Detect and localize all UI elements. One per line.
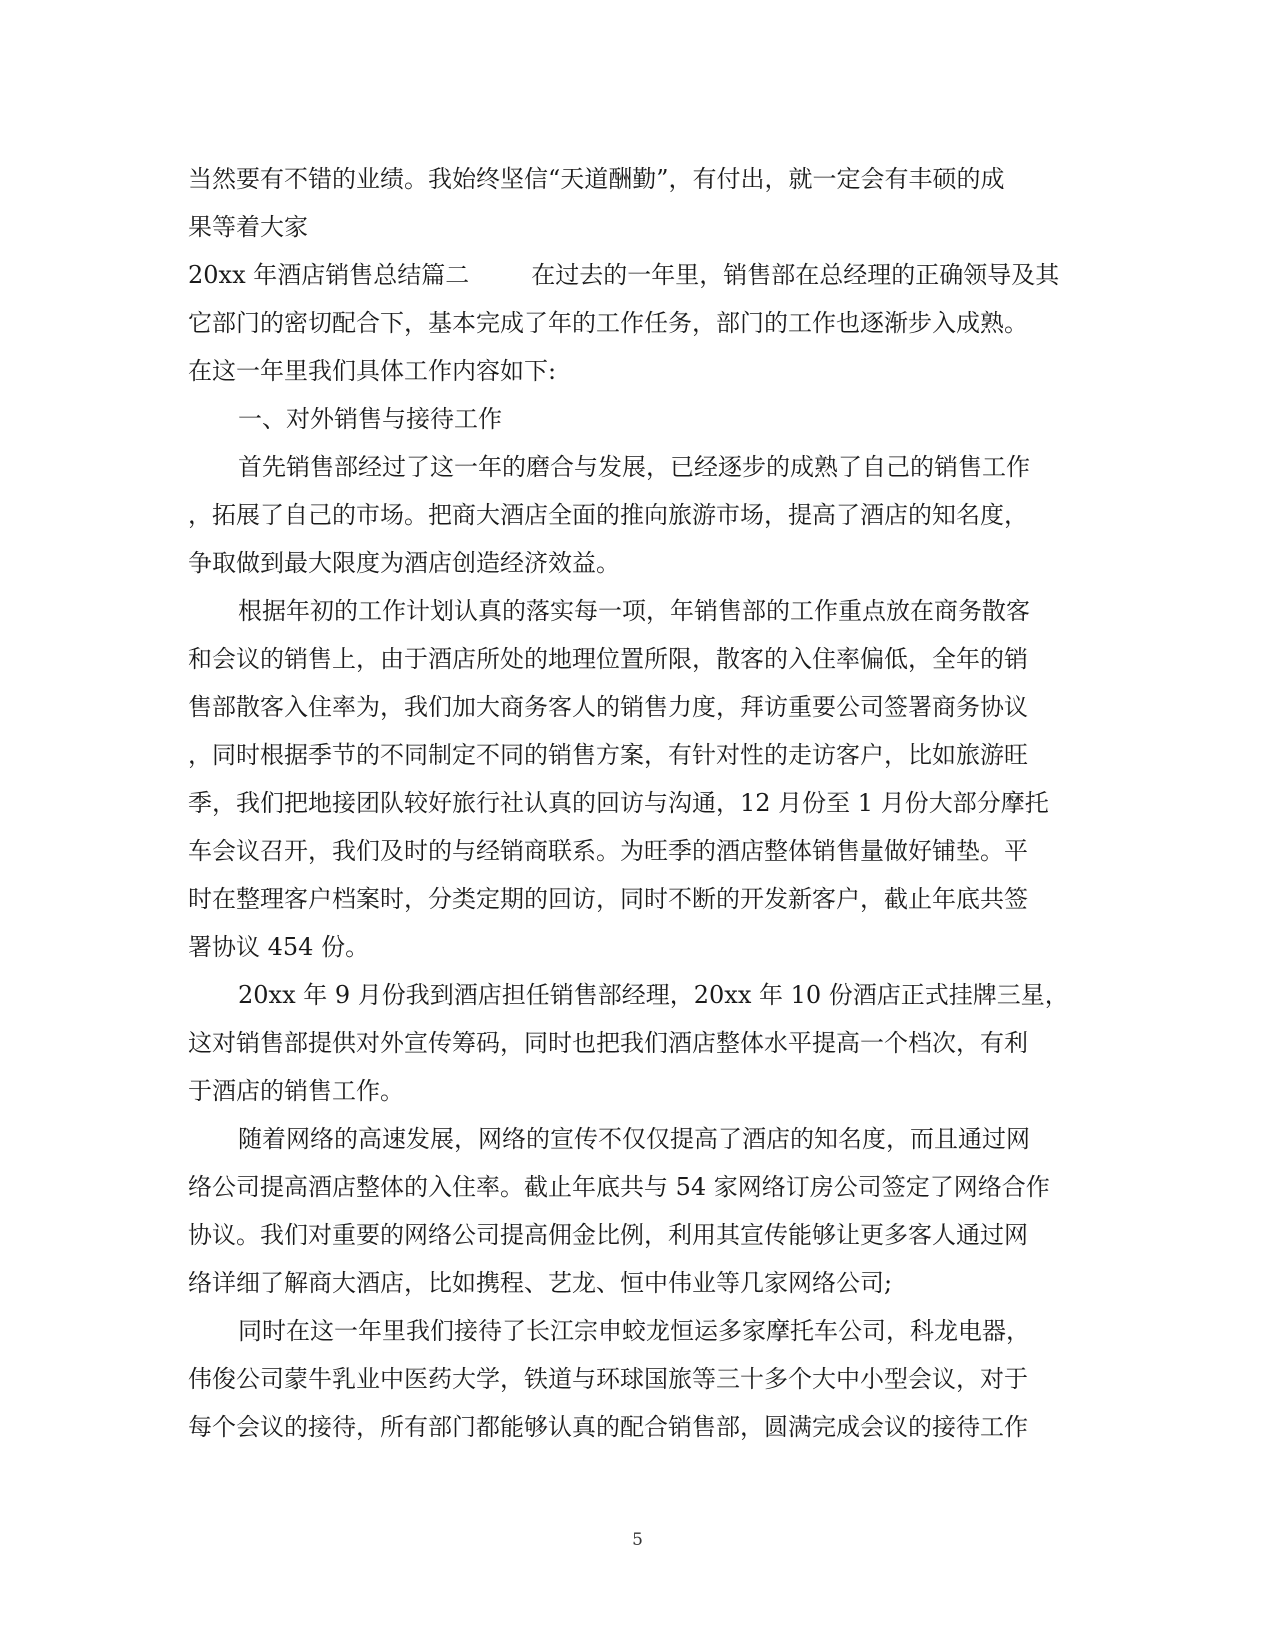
section-intro-text: 在过去的一年里，销售部在总经理的正确领导及其 (531, 261, 1060, 289)
page-number: 5 (632, 1530, 643, 1550)
text-line: ，拓展了自己的市场。把商大酒店全面的推向旅游市场，提高了酒店的知名度， (188, 501, 1028, 529)
text-line: 当然要有不错的业绩。我始终坚信“天道酬勤”，有付出，就一定会有丰硕的成 (188, 165, 1005, 193)
text-line: 季，我们把地接团队较好旅行社认真的回访与沟通，12 月份至 1 月份大部分摩托 (188, 789, 1049, 817)
text-line: 络公司提高酒店整体的入住率。截止年底共与 54 家网络订房公司签定了网络合作 (188, 1173, 1050, 1201)
text-line: 车会议召开，我们及时的与经销商联系。为旺季的酒店整体销售量做好铺垫。平 (188, 837, 1028, 865)
section-title: 20xx 年酒店销售总结篇二 (188, 261, 470, 289)
subsection-heading: 一、对外销售与接待工作 (238, 405, 502, 433)
text-line: 和会议的销售上，由于酒店所处的地理位置所限，散客的入住率偏低，全年的销 (188, 645, 1028, 673)
text-line: 随着网络的高速发展，网络的宣传不仅仅提高了酒店的知名度，而且通过网 (238, 1125, 1030, 1153)
text-line: 协议。我们对重要的网络公司提高佣金比例，利用其宣传能够让更多客人通过网 (188, 1221, 1028, 1249)
text-line: 署协议 454 份。 (188, 933, 370, 961)
text-line: 根据年初的工作计划认真的落实每一项，年销售部的工作重点放在商务散客 (238, 597, 1030, 625)
text-line: 争取做到最大限度为酒店创造经济效益。 (188, 549, 620, 577)
text-line: 每个会议的接待，所有部门都能够认真的配合销售部，圆满完成会议的接待工作 (188, 1413, 1028, 1441)
text-line: 20xx 年 9 月份我到酒店担任销售部经理，20xx 年 10 份酒店正式挂牌三星， (238, 981, 1069, 1009)
text-line: ，同时根据季节的不同制定不同的销售方案，有针对性的走访客户，比如旅游旺 (188, 741, 1028, 769)
section-heading-line (188, 251, 1068, 299)
text-line: 同时在这一年里我们接待了长江宗申蛟龙恒运多家摩托车公司，科龙电器， (238, 1317, 1030, 1345)
text-line: 于酒店的销售工作。 (188, 1077, 404, 1105)
text-line: 售部散客入住率为，我们加大商务客人的销售力度，拜访重要公司签署商务协议 (188, 693, 1028, 721)
document-body (188, 155, 1068, 1451)
text-line: 首先销售部经过了这一年的磨合与发展，已经逐步的成熟了自己的销售工作 (238, 453, 1030, 481)
text-line: 在这一年里我们具体工作内容如下: (188, 357, 557, 385)
text-line: 果等着大家 (188, 213, 308, 241)
text-line: 络详细了解商大酒店，比如携程、艺龙、恒中伟业等几家网络公司; (188, 1269, 893, 1297)
text-line: 伟俊公司蒙牛乳业中医药大学，铁道与环球国旅等三十多个大中小型会议，对于 (188, 1365, 1028, 1393)
text-line: 这对销售部提供对外宣传筹码，同时也把我们酒店整体水平提高一个档次，有利 (188, 1029, 1028, 1057)
text-line: 它部门的密切配合下，基本完成了年的工作任务，部门的工作也逐渐步入成熟。 (188, 309, 1028, 337)
text-line: 时在整理客户档案时，分类定期的回访，同时不断的开发新客户，截止年底共签 (188, 885, 1028, 913)
